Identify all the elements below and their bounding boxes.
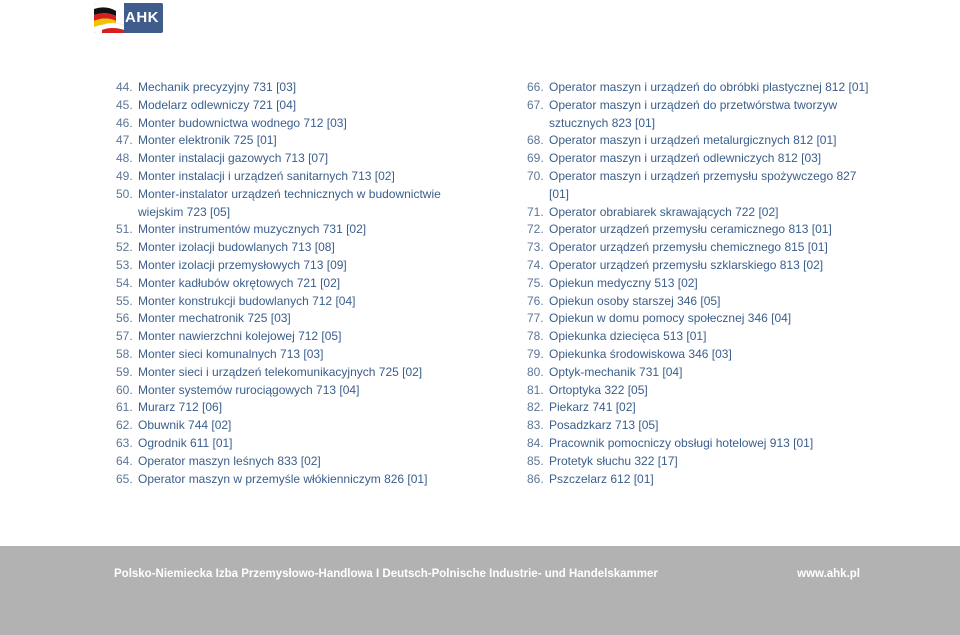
list-item: [527, 453, 877, 471]
item-number: 82.: [527, 400, 544, 415]
list-item: [527, 399, 877, 417]
item-number: 45.: [116, 97, 133, 112]
item-number: 51.: [116, 222, 133, 237]
item-number: 68.: [527, 133, 544, 148]
footer-bar: [0, 546, 960, 635]
occupation-list-right: [527, 79, 877, 488]
item-text: Opiekunka środowiskowa 346 [03]: [549, 346, 732, 361]
list-item: [116, 150, 456, 168]
item-number: 70.: [527, 168, 544, 183]
item-number: 73.: [527, 240, 544, 255]
item-number: 65.: [116, 471, 133, 486]
item-text: Operator maszyn i urządzeń do przetwórstwa tworzyw sztucznych 823 [01]: [549, 97, 838, 130]
item-number: 61.: [116, 400, 133, 415]
item-text: Protetyk słuchu 322 [17]: [549, 453, 678, 468]
item-number: 57.: [116, 329, 133, 344]
item-text: Monter konstrukcji budowlanych 712 [04]: [138, 293, 356, 308]
list-item: [527, 417, 877, 435]
list-item: [116, 471, 456, 489]
item-text: Ogrodnik 611 [01]: [138, 435, 233, 450]
item-number: 48.: [116, 151, 133, 166]
item-text: Operator obrabiarek skrawających 722 [02]: [549, 204, 779, 219]
list-item: [116, 115, 456, 133]
item-number: 67.: [527, 97, 544, 112]
item-text: Opiekun osoby starszej 346 [05]: [549, 293, 721, 308]
item-number: 74.: [527, 257, 544, 272]
list-item: [527, 150, 877, 168]
list-item: [527, 435, 877, 453]
item-number: 59.: [116, 364, 133, 379]
item-number: 75.: [527, 275, 544, 290]
item-text: Monter instrumentów muzycznych 731 [02]: [138, 222, 367, 237]
list-item: [116, 328, 456, 346]
logo-text: AHK: [125, 9, 159, 26]
item-number: 58.: [116, 346, 133, 361]
item-text: Monter izolacji budowlanych 713 [08]: [138, 240, 335, 255]
item-text: Monter instalacji gazowych 713 [07]: [138, 151, 329, 166]
item-text: Operator maszyn i urządzeń do obróbki plastycznej 812 [01]: [549, 80, 869, 94]
list-item: [527, 471, 877, 489]
list-item: [527, 328, 877, 346]
item-text: Piekarz 741 [02]: [549, 400, 636, 415]
list-item: [527, 97, 877, 133]
item-number: 60.: [116, 382, 133, 397]
list-item: [527, 79, 877, 97]
item-text: Ortoptyka 322 [05]: [549, 382, 648, 397]
item-text: Monter kadłubów okrętowych 721 [02]: [138, 275, 341, 290]
list-item: [527, 364, 877, 382]
item-number: 46.: [116, 115, 133, 130]
list-item: [527, 310, 877, 328]
list-item: [116, 221, 456, 239]
list-item: [527, 382, 877, 400]
list-item: [116, 364, 456, 382]
item-text: Murarz 712 [06]: [138, 400, 223, 415]
list-item: [116, 79, 456, 97]
item-text: Opiekun w domu pomocy społecznej 346 [04]: [549, 311, 792, 326]
list-item: [116, 186, 456, 222]
item-text: Pracownik pomocniczy obsługi hotelowej 913 [01]: [549, 435, 814, 450]
item-number: 44.: [116, 80, 133, 94]
item-text: Modelarz odlewniczy 721 [04]: [138, 97, 297, 112]
item-text: Monter mechatronik 725 [03]: [138, 311, 291, 326]
item-number: 79.: [527, 346, 544, 361]
item-number: 56.: [116, 311, 133, 326]
item-text: Opiekunka dziecięca 513 [01]: [549, 329, 707, 344]
list-item: [527, 168, 877, 204]
list-item: [116, 417, 456, 435]
item-text: Operator maszyn i urządzeń przemysłu spożywczego 827 [01]: [549, 168, 857, 201]
list-item: [116, 399, 456, 417]
item-text: Monter nawierzchni kolejowej 712 [05]: [138, 329, 342, 344]
list-item: [527, 204, 877, 222]
item-number: 78.: [527, 329, 544, 344]
list-item: [116, 97, 456, 115]
item-text: Opiekun medyczny 513 [02]: [549, 275, 698, 290]
item-number: 72.: [527, 222, 544, 237]
organization-name: Polsko-Niemiecka Izba Przemysłowo-Handlowa I Deutsch-Polnische Industrie- und Handelskammer: [114, 568, 658, 580]
item-number: 62.: [116, 418, 133, 433]
item-number: 81.: [527, 382, 544, 397]
item-number: 50.: [116, 186, 133, 201]
item-text: Monter izolacji przemysłowych 713 [09]: [138, 257, 347, 272]
item-number: 47.: [116, 133, 133, 148]
list-item: [116, 346, 456, 364]
item-text: Pszczelarz 612 [01]: [549, 471, 654, 486]
occupation-list-left: [116, 79, 456, 488]
list-item: [116, 453, 456, 471]
item-number: 80.: [527, 364, 544, 379]
item-number: 86.: [527, 471, 544, 486]
list-item: [527, 275, 877, 293]
item-text: Mechanik precyzyjny 731 [03]: [138, 80, 297, 94]
list-item: [116, 293, 456, 311]
list-item: [527, 221, 877, 239]
list-item: [116, 257, 456, 275]
list-item: [527, 132, 877, 150]
list-item: [116, 310, 456, 328]
item-text: Posadzkarz 713 [05]: [549, 418, 659, 433]
item-number: 49.: [116, 168, 133, 183]
list-item: [116, 435, 456, 453]
item-number: 63.: [116, 435, 133, 450]
item-text: Monter sieci i urządzeń telekomunikacyjnych 725 [02]: [138, 364, 423, 379]
ahk-logo: [94, 3, 163, 33]
item-text: Monter instalacji i urządzeń sanitarnych 713 [02]: [138, 168, 395, 183]
list-item: [527, 293, 877, 311]
item-text: Operator urządzeń przemysłu chemicznego 815 [01]: [549, 240, 828, 255]
list-item: [116, 168, 456, 186]
item-number: 53.: [116, 257, 133, 272]
item-number: 76.: [527, 293, 544, 308]
item-text: Operator maszyn i urządzeń metalurgicznych 812 [01]: [549, 133, 837, 148]
item-text: Monter budownictwa wodnego 712 [03]: [138, 115, 347, 130]
list-item: [527, 257, 877, 275]
list-item: [527, 239, 877, 257]
item-number: 71.: [527, 204, 544, 219]
item-number: 84.: [527, 435, 544, 450]
list-item: [116, 275, 456, 293]
item-text: Optyk-mechanik 731 [04]: [549, 364, 683, 379]
item-number: 77.: [527, 311, 544, 326]
item-text: Obuwnik 744 [02]: [138, 418, 232, 433]
item-number: 66.: [527, 80, 544, 94]
list-item: [527, 346, 877, 364]
item-text: Monter systemów rurociągowych 713 [04]: [138, 382, 360, 397]
list-item: [116, 239, 456, 257]
item-number: 85.: [527, 453, 544, 468]
list-item: [116, 132, 456, 150]
website-link[interactable]: www.ahk.pl: [797, 568, 860, 580]
item-text: Operator maszyn leśnych 833 [02]: [138, 453, 321, 468]
item-text: Monter sieci komunalnych 713 [03]: [138, 346, 324, 361]
item-text: Monter elektronik 725 [01]: [138, 133, 277, 148]
item-text: Operator maszyn w przemyśle włókienniczym 826 [01]: [138, 471, 428, 486]
item-text: Operator maszyn i urządzeń odlewniczych 812 [03]: [549, 151, 822, 166]
flag-emblem-icon: [94, 3, 124, 33]
item-text: Monter-instalator urządzeń technicznych w budownictwie wiejskim 723 [05]: [138, 186, 441, 219]
list-item: [116, 382, 456, 400]
item-number: 55.: [116, 293, 133, 308]
item-text: Operator urządzeń przemysłu ceramicznego 813 [01]: [549, 222, 832, 237]
item-text: Operator urządzeń przemysłu szklarskiego 813 [02]: [549, 257, 824, 272]
item-number: 64.: [116, 453, 133, 468]
item-number: 54.: [116, 275, 133, 290]
item-number: 52.: [116, 240, 133, 255]
item-number: 83.: [527, 418, 544, 433]
item-number: 69.: [527, 151, 544, 166]
